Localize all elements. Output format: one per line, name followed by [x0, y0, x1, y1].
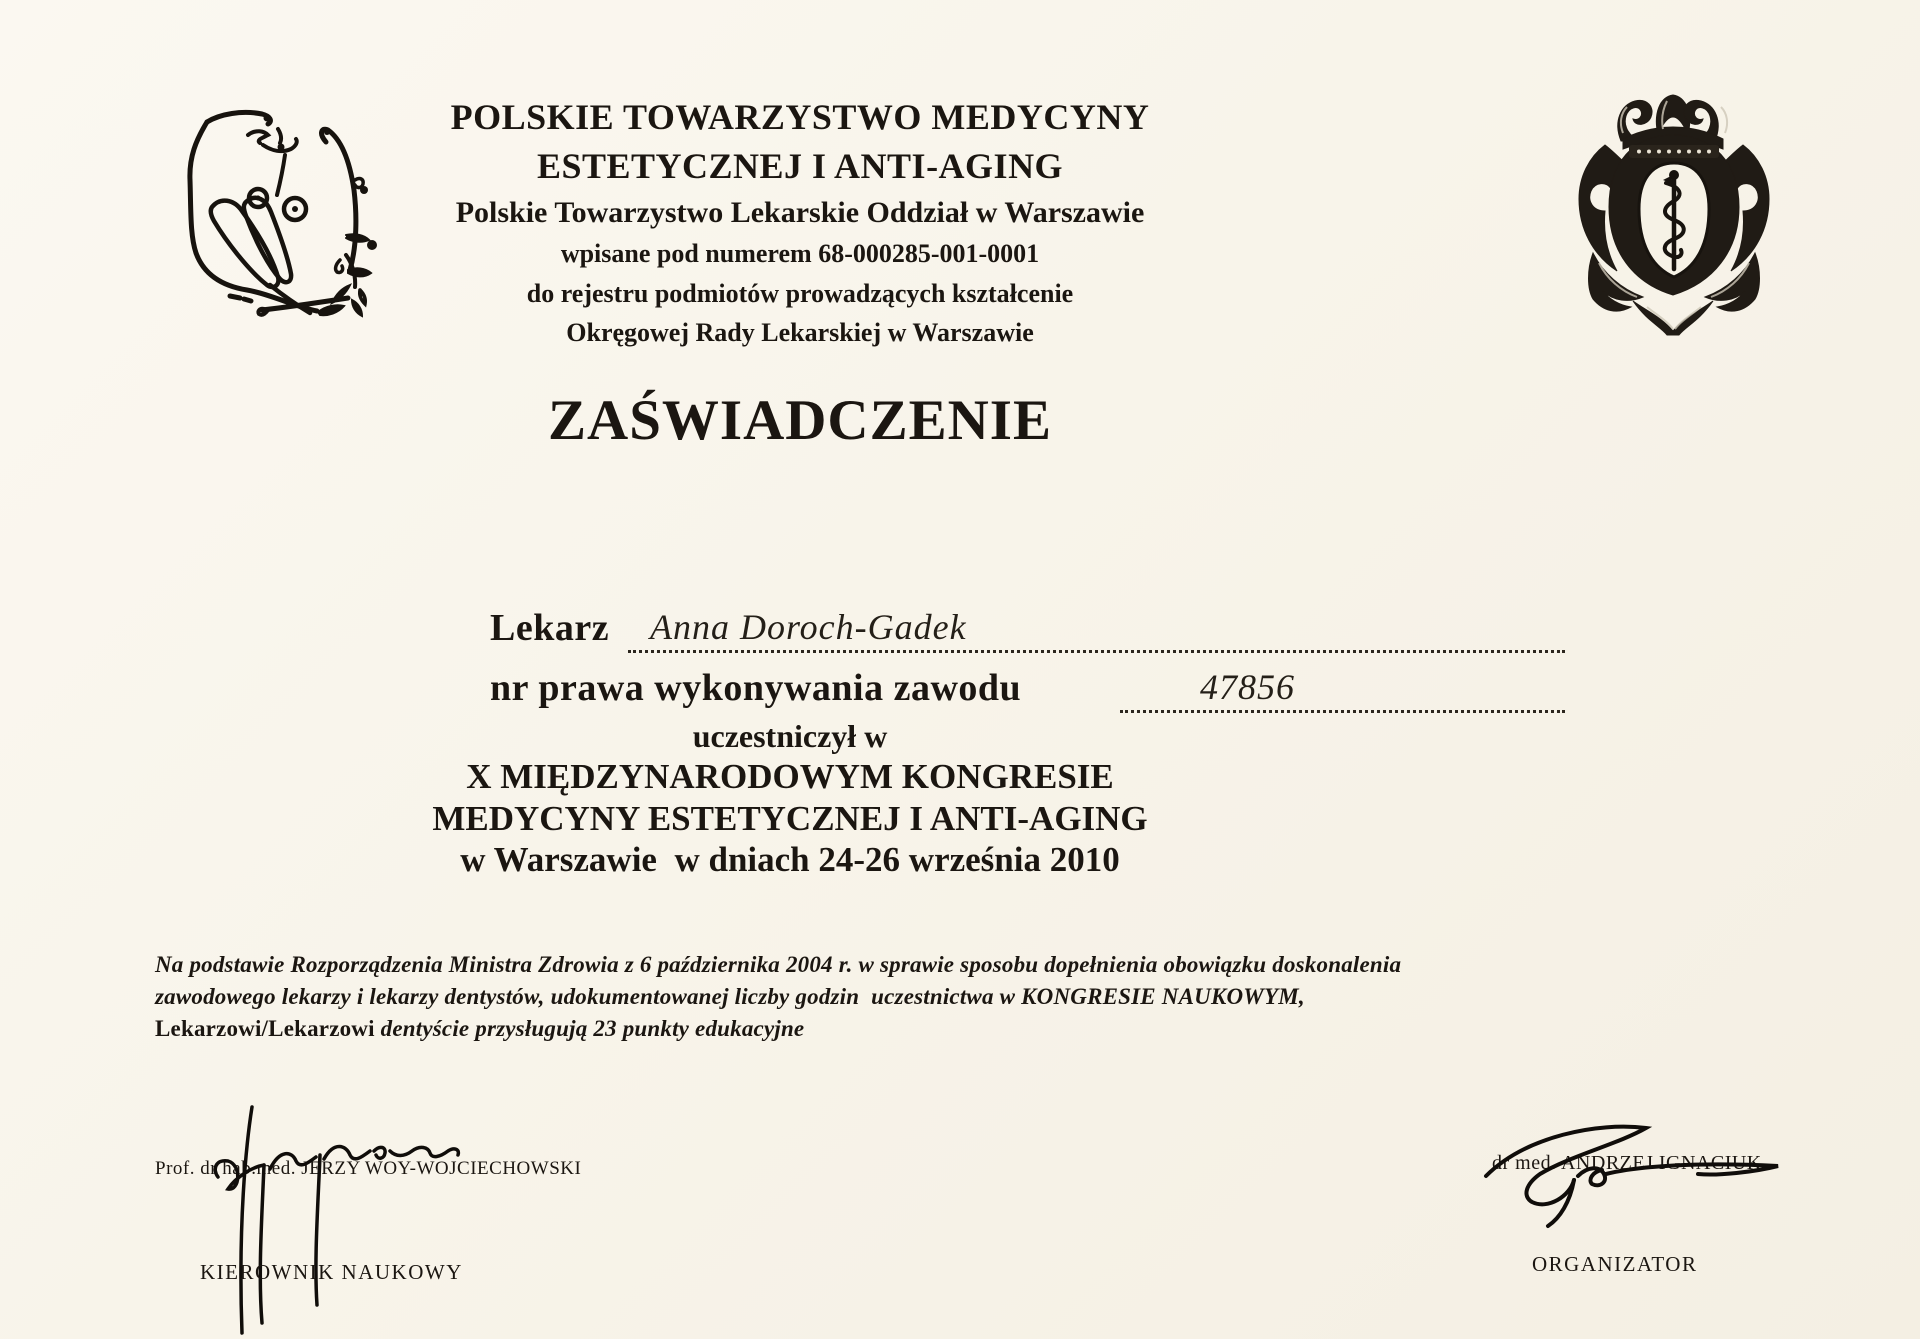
legal-line2: zawodowego lekarzy i lekarzy dentystów, udokumentowanej liczby godzin uczestnictwa w KONGRESIE NAUKOWYM, — [155, 984, 1305, 1009]
right-signature-graphic — [1478, 1118, 1818, 1238]
org-subline3: do rejestru podmiotów prowadzących kształcenie — [526, 279, 1074, 308]
congress-name-line1: X MIĘDZYNARODOWYM KONGRESIE — [466, 757, 1114, 796]
legal-line3-upright: Lekarzowi/Lekarzowi — [155, 1016, 375, 1041]
org-subline2: wpisane pod numerem 68-000285-001-0001 — [560, 239, 1040, 268]
right-signatory-role: ORGANIZATOR — [1532, 1252, 1698, 1276]
org-name-line2: ESTETYCZNEJ I ANTI-AGING — [536, 146, 1064, 186]
legal-line3 — [155, 1016, 1605, 1042]
left-signatory-role: KIEROWNIK NAUKOWY — [200, 1260, 463, 1284]
congress-place-date: w Warszawie w dniach 24-26 września 2010 — [460, 840, 1120, 879]
congress-name-line2: MEDYCYNY ESTETYCZNEJ I ANTI-AGING — [432, 799, 1148, 838]
license-label: nr prawa wykonywania zawodu — [490, 667, 1022, 709]
org-name-line1: POLSKIE TOWARZYSTWO MEDYCYNY — [450, 97, 1150, 137]
legal-line1: Na podstawie Rozporządzenia Ministra Zdrowia z 6 października 2004 r. w sprawie sposobu dopełnienia obowiązku doskonalenia — [155, 952, 1402, 977]
license-number-value: 47856 — [1200, 667, 1295, 707]
right-signatory-name: dr med. ANDRZEJ IGNACIUK — [1492, 1152, 1762, 1174]
doctor-row — [490, 602, 1565, 652]
left-signature-graphic — [200, 1105, 470, 1335]
legal-line3-italic: dentyście przysługują 23 punkty edukacyjne — [374, 1016, 805, 1041]
doctor-label: Lekarz — [490, 607, 610, 649]
license-dotted-line — [1120, 662, 1565, 713]
org-subline1: Polskie Towarzystwo Lekarskie Oddział w Warszawie — [455, 196, 1145, 229]
legal-paragraph — [155, 952, 1605, 1042]
participation-line: uczestniczył w — [692, 718, 888, 754]
left-signatory-name: Prof. dr hab.med. JERZY WOY-WOJCIECHOWSKI — [155, 1158, 582, 1179]
certificate-title: ZAŚWIADCZENIE — [548, 389, 1052, 452]
doctor-name-value: Anna Doroch-Gadek — [650, 607, 967, 647]
medical-crest-emblem-icon — [1563, 83, 1785, 338]
license-row — [490, 662, 1565, 712]
org-subline4: Okręgowej Rady Lekarskiej w Warszawie — [566, 318, 1034, 347]
